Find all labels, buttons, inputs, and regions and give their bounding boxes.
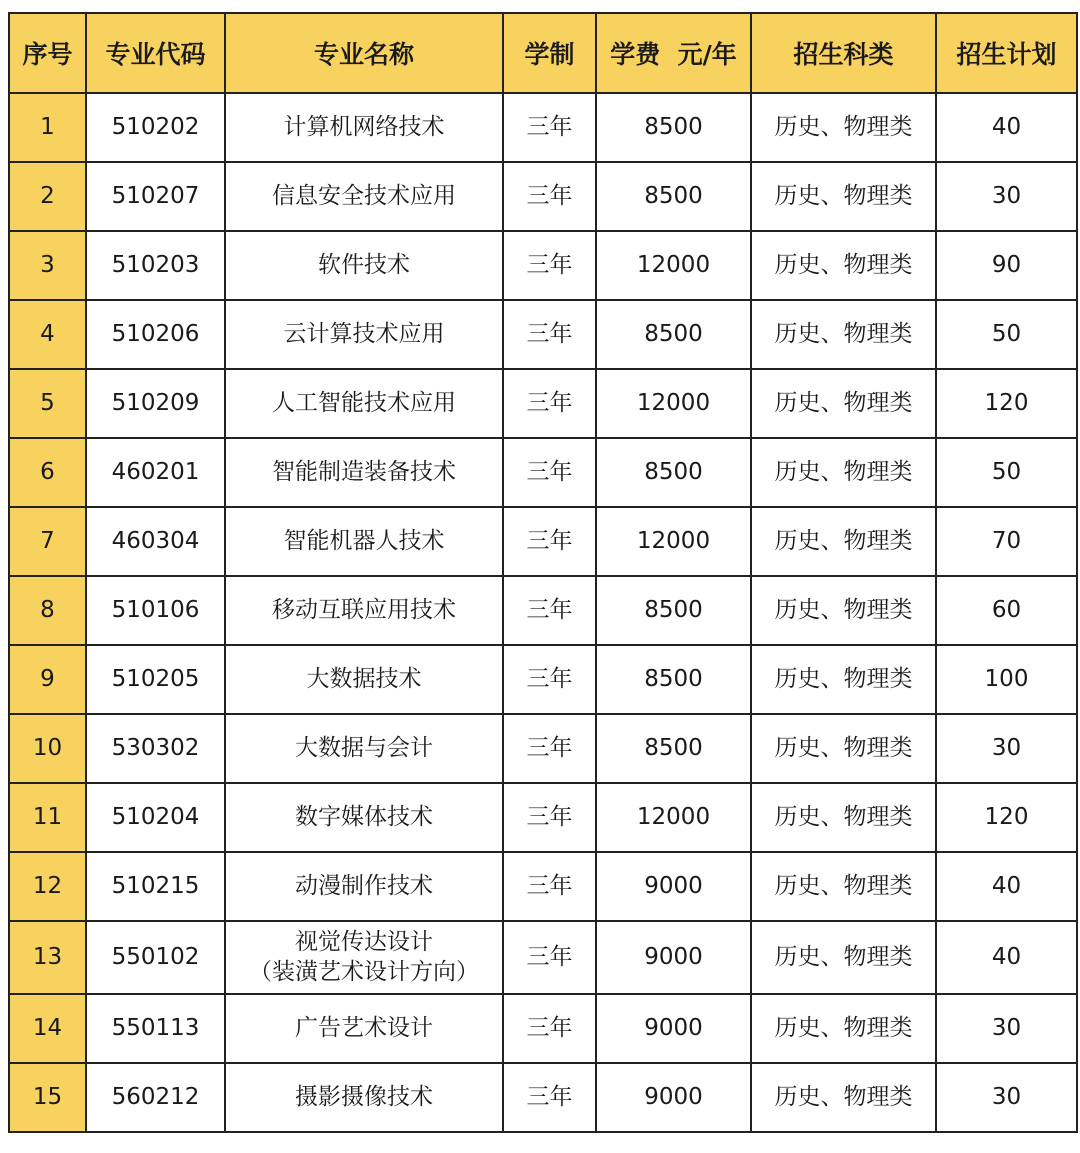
cell-index: 14 — [9, 994, 86, 1063]
header-index: 序号 — [9, 13, 86, 93]
major-name-line: 视觉传达设计 — [295, 928, 433, 955]
header-major-code: 专业代码 — [86, 13, 225, 93]
cell-major-code: 550113 — [86, 994, 225, 1063]
table-row — [9, 645, 1077, 714]
major-name-line: 数字媒体技术 — [295, 803, 433, 830]
cell-category: 历史、物理类 — [751, 783, 936, 852]
cell-category: 历史、物理类 — [751, 507, 936, 576]
table-body — [9, 93, 1077, 1132]
cell-category: 历史、物理类 — [751, 645, 936, 714]
cell-plan: 30 — [936, 1063, 1077, 1132]
enrollment-table-container — [8, 12, 1076, 1133]
cell-category: 历史、物理类 — [751, 438, 936, 507]
table-row — [9, 852, 1077, 921]
major-name-line: （装潢艺术设计方向） — [249, 958, 479, 985]
cell-duration: 三年 — [503, 714, 596, 783]
table-row — [9, 783, 1077, 852]
cell-major-name — [225, 438, 503, 507]
cell-plan: 70 — [936, 507, 1077, 576]
cell-major-name — [225, 714, 503, 783]
cell-major-name — [225, 852, 503, 921]
table-header-row — [9, 13, 1077, 93]
cell-category: 历史、物理类 — [751, 93, 936, 162]
cell-major-code: 510209 — [86, 369, 225, 438]
table-row — [9, 994, 1077, 1063]
cell-tuition: 8500 — [596, 576, 751, 645]
cell-major-code: 510206 — [86, 300, 225, 369]
cell-major-name — [225, 231, 503, 300]
cell-major-name — [225, 994, 503, 1063]
cell-major-name — [225, 162, 503, 231]
cell-plan: 90 — [936, 231, 1077, 300]
cell-major-code: 550102 — [86, 921, 225, 994]
cell-plan: 100 — [936, 645, 1077, 714]
cell-duration: 三年 — [503, 162, 596, 231]
major-name-line: 摄影摄像技术 — [295, 1083, 433, 1110]
table-row — [9, 369, 1077, 438]
cell-category: 历史、物理类 — [751, 369, 936, 438]
header-duration: 学制 — [503, 13, 596, 93]
cell-major-code: 510207 — [86, 162, 225, 231]
cell-major-name — [225, 783, 503, 852]
cell-index: 3 — [9, 231, 86, 300]
cell-major-code: 530302 — [86, 714, 225, 783]
major-name-line: 云计算技术应用 — [283, 320, 445, 347]
cell-plan: 120 — [936, 783, 1077, 852]
major-name-line: 广告艺术设计 — [295, 1014, 433, 1041]
cell-category: 历史、物理类 — [751, 576, 936, 645]
cell-major-code: 560212 — [86, 1063, 225, 1132]
cell-plan: 30 — [936, 714, 1077, 783]
cell-category: 历史、物理类 — [751, 921, 936, 994]
cell-major-code: 460304 — [86, 507, 225, 576]
cell-plan: 40 — [936, 852, 1077, 921]
cell-tuition: 12000 — [596, 783, 751, 852]
cell-index: 11 — [9, 783, 86, 852]
major-name-line: 计算机网络技术 — [283, 113, 445, 140]
cell-major-code: 510203 — [86, 231, 225, 300]
major-name-line: 软件技术 — [318, 251, 410, 278]
cell-index: 13 — [9, 921, 86, 994]
table-row — [9, 231, 1077, 300]
cell-duration: 三年 — [503, 645, 596, 714]
cell-tuition: 8500 — [596, 93, 751, 162]
cell-index: 15 — [9, 1063, 86, 1132]
cell-index: 4 — [9, 300, 86, 369]
header-category: 招生科类 — [751, 13, 936, 93]
major-name-line: 人工智能技术应用 — [272, 389, 456, 416]
enrollment-table — [8, 12, 1078, 1133]
header-major-name: 专业名称 — [225, 13, 503, 93]
cell-plan: 60 — [936, 576, 1077, 645]
table-row — [9, 162, 1077, 231]
cell-index: 9 — [9, 645, 86, 714]
cell-plan: 120 — [936, 369, 1077, 438]
cell-tuition: 8500 — [596, 714, 751, 783]
cell-plan: 30 — [936, 162, 1077, 231]
cell-category: 历史、物理类 — [751, 852, 936, 921]
cell-tuition: 8500 — [596, 438, 751, 507]
cell-tuition: 9000 — [596, 921, 751, 994]
cell-tuition: 12000 — [596, 507, 751, 576]
header-plan: 招生计划 — [936, 13, 1077, 93]
cell-duration: 三年 — [503, 1063, 596, 1132]
cell-plan: 40 — [936, 93, 1077, 162]
cell-duration: 三年 — [503, 369, 596, 438]
cell-major-code: 460201 — [86, 438, 225, 507]
cell-category: 历史、物理类 — [751, 162, 936, 231]
cell-major-name — [225, 921, 503, 994]
cell-index: 6 — [9, 438, 86, 507]
major-name-line: 智能制造装备技术 — [272, 458, 456, 485]
cell-duration: 三年 — [503, 783, 596, 852]
cell-major-name — [225, 576, 503, 645]
cell-index: 12 — [9, 852, 86, 921]
header-tuition: 学费 元/年 — [596, 13, 751, 93]
cell-tuition: 8500 — [596, 162, 751, 231]
cell-plan: 50 — [936, 438, 1077, 507]
table-row — [9, 1063, 1077, 1132]
cell-tuition: 9000 — [596, 994, 751, 1063]
cell-major-code: 510215 — [86, 852, 225, 921]
cell-duration: 三年 — [503, 300, 596, 369]
table-row — [9, 507, 1077, 576]
cell-tuition: 12000 — [596, 231, 751, 300]
cell-duration: 三年 — [503, 921, 596, 994]
cell-index: 7 — [9, 507, 86, 576]
cell-major-name — [225, 300, 503, 369]
cell-duration: 三年 — [503, 507, 596, 576]
cell-tuition: 8500 — [596, 645, 751, 714]
cell-duration: 三年 — [503, 438, 596, 507]
cell-major-code: 510204 — [86, 783, 225, 852]
cell-major-code: 510202 — [86, 93, 225, 162]
table-row — [9, 576, 1077, 645]
cell-duration: 三年 — [503, 231, 596, 300]
major-name-line: 大数据与会计 — [295, 734, 433, 761]
cell-plan: 50 — [936, 300, 1077, 369]
table-row — [9, 921, 1077, 994]
table-row — [9, 300, 1077, 369]
table-row — [9, 714, 1077, 783]
table-row — [9, 93, 1077, 162]
cell-major-name — [225, 93, 503, 162]
cell-major-name — [225, 369, 503, 438]
cell-index: 2 — [9, 162, 86, 231]
cell-index: 1 — [9, 93, 86, 162]
cell-major-name — [225, 507, 503, 576]
major-name-line: 大数据技术 — [306, 665, 422, 692]
major-name-line: 移动互联应用技术 — [272, 596, 456, 623]
cell-major-name — [225, 645, 503, 714]
cell-duration: 三年 — [503, 93, 596, 162]
cell-index: 10 — [9, 714, 86, 783]
table-row — [9, 438, 1077, 507]
cell-plan: 40 — [936, 921, 1077, 994]
cell-category: 历史、物理类 — [751, 300, 936, 369]
cell-category: 历史、物理类 — [751, 994, 936, 1063]
cell-major-name — [225, 1063, 503, 1132]
cell-category: 历史、物理类 — [751, 1063, 936, 1132]
cell-category: 历史、物理类 — [751, 231, 936, 300]
cell-tuition: 12000 — [596, 369, 751, 438]
cell-plan: 30 — [936, 994, 1077, 1063]
major-name-line: 智能机器人技术 — [283, 527, 445, 554]
cell-duration: 三年 — [503, 852, 596, 921]
cell-major-code: 510205 — [86, 645, 225, 714]
cell-tuition: 8500 — [596, 300, 751, 369]
cell-major-code: 510106 — [86, 576, 225, 645]
major-name-line: 信息安全技术应用 — [272, 182, 456, 209]
cell-tuition: 9000 — [596, 852, 751, 921]
cell-index: 8 — [9, 576, 86, 645]
cell-duration: 三年 — [503, 576, 596, 645]
cell-category: 历史、物理类 — [751, 714, 936, 783]
cell-tuition: 9000 — [596, 1063, 751, 1132]
major-name-line: 动漫制作技术 — [295, 872, 433, 899]
cell-index: 5 — [9, 369, 86, 438]
cell-duration: 三年 — [503, 994, 596, 1063]
